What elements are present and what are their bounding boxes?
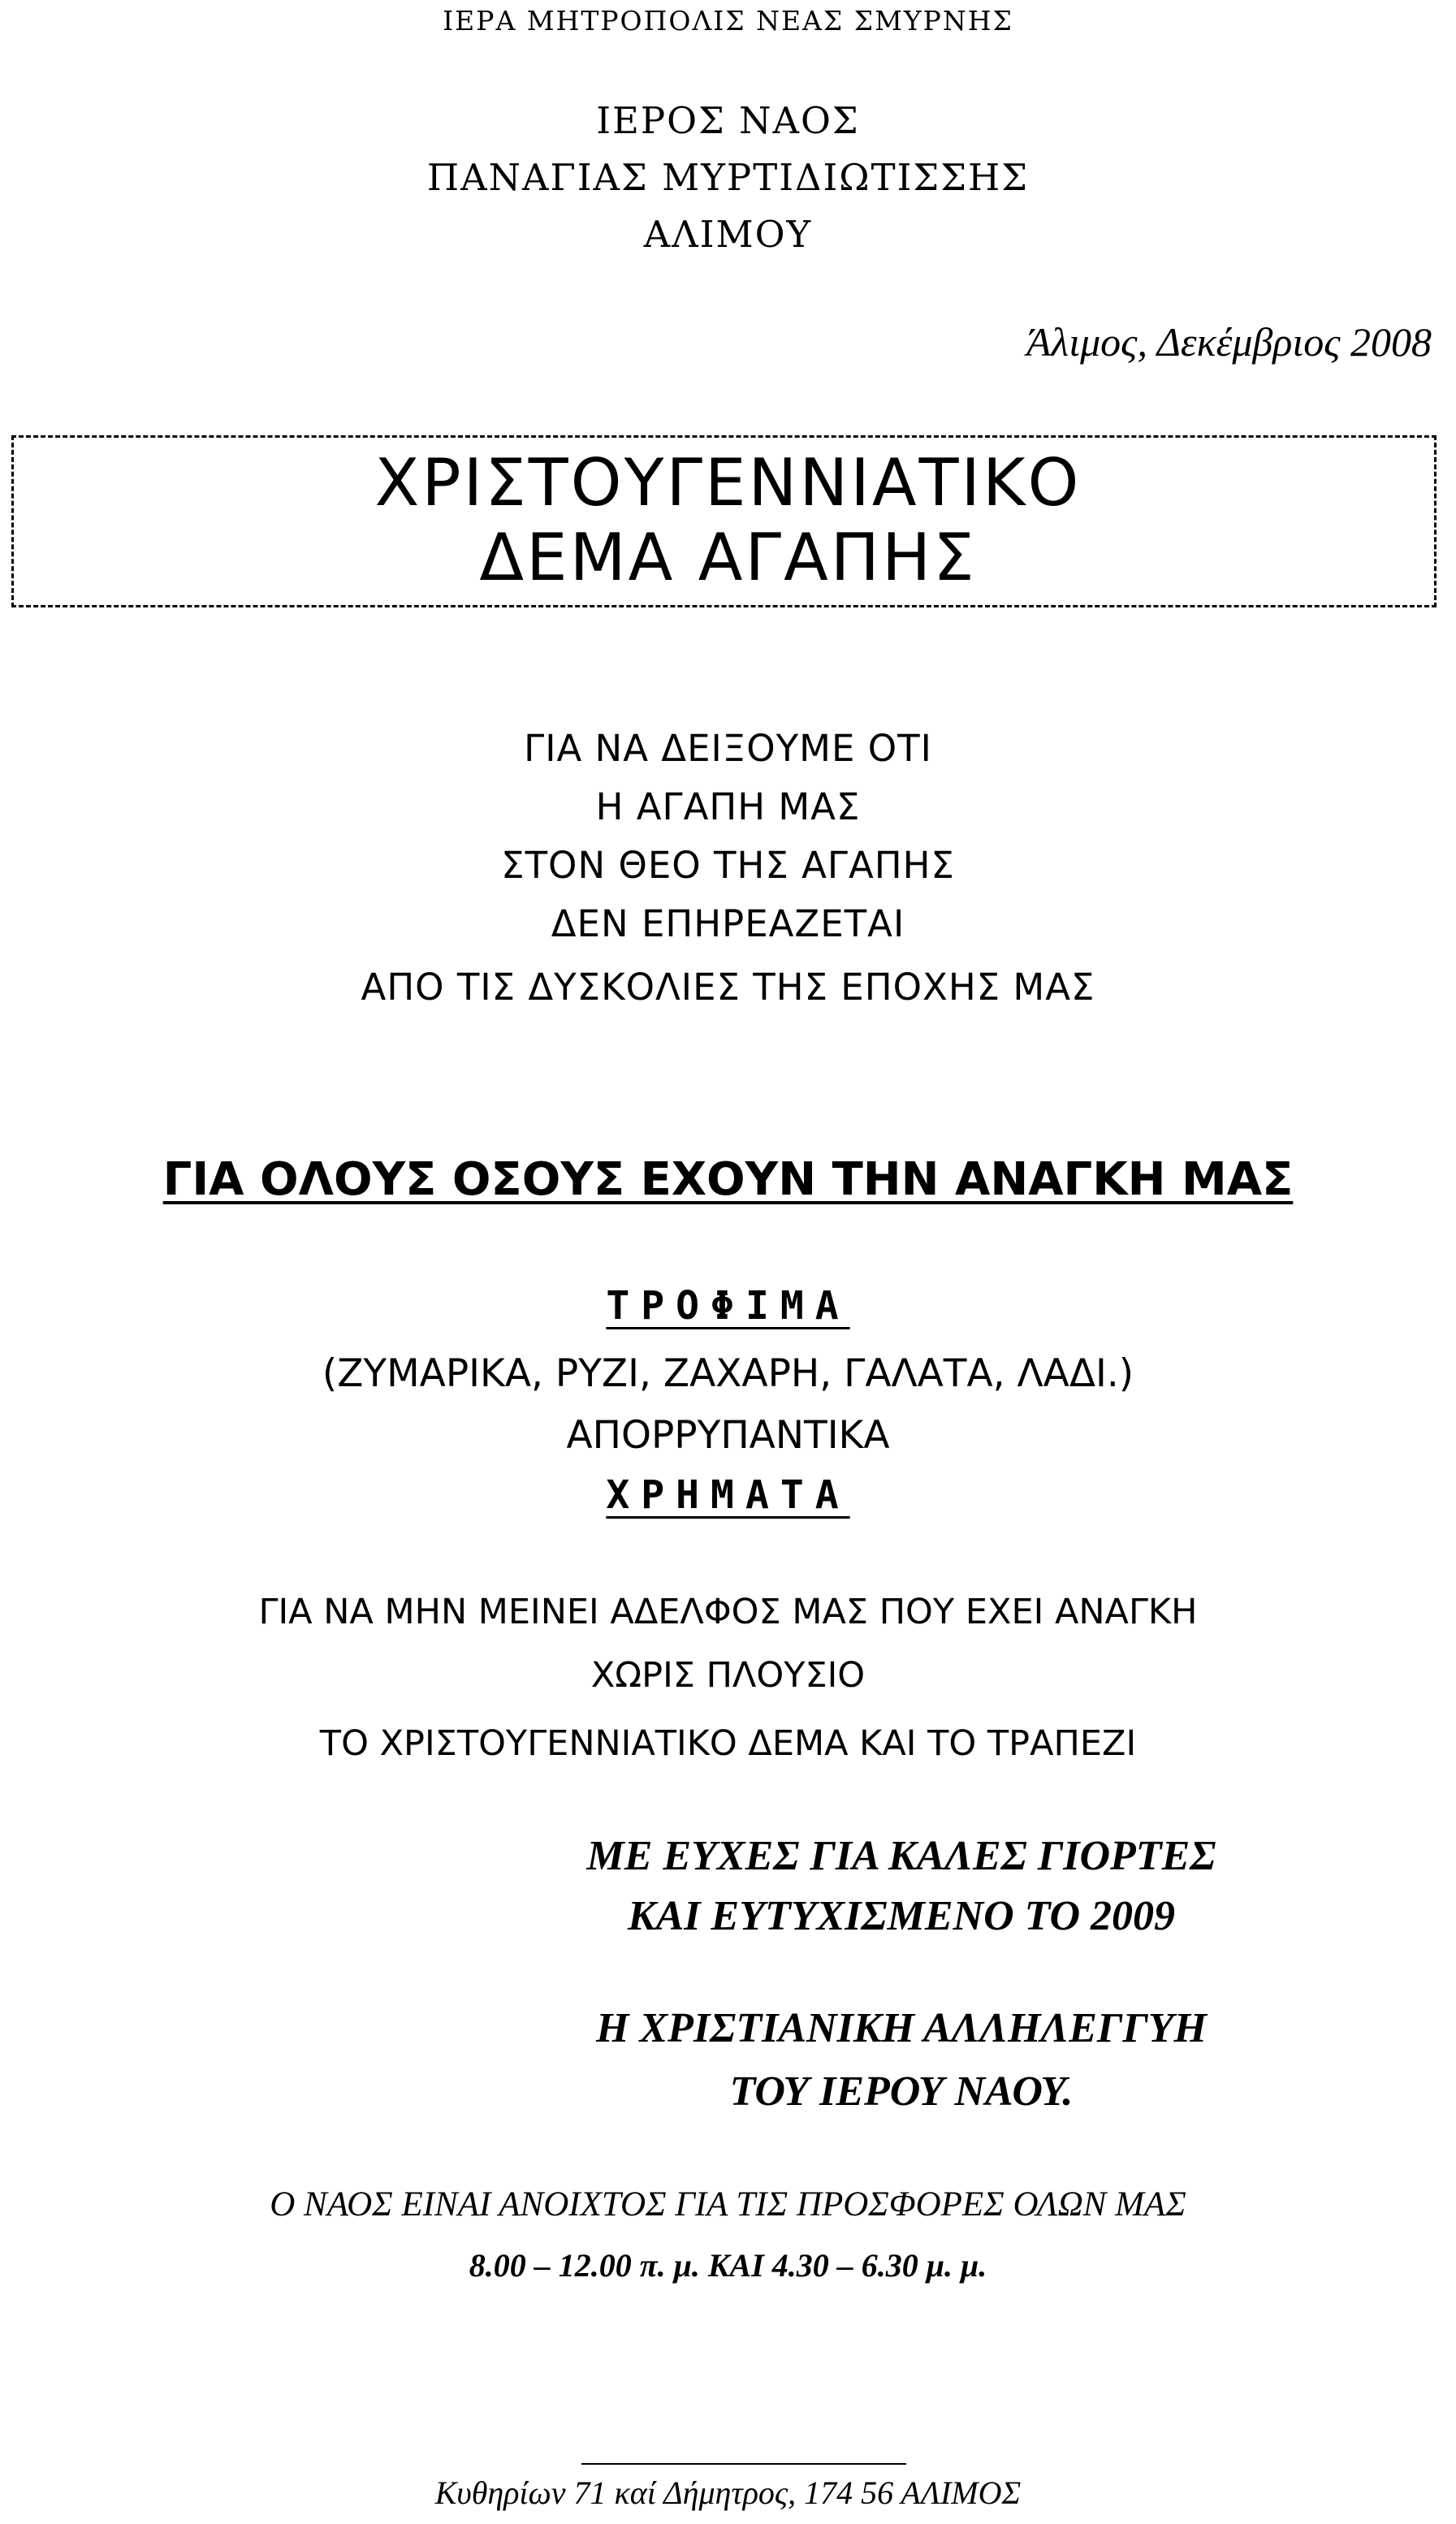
purpose-line-3: ΤΟ ΧΡΙΣΤΟΥΓΕΝΝΙΑΤΙΚΟ ΔΕΜΑ ΚΑΙ ΤΟ ΤΡΑΠΕΖΙ (319, 1723, 1137, 1764)
church-open-note: Ο ΝΑΟΣ ΕΙΝΑΙ ΑΝΟΙΧΤΟΣ ΓΙΑ ΤΙΣ ΠΡΟΣΦΟΡΕΣ ΟΛΩΝ ΜΑΣ (270, 2185, 1186, 2224)
church-line-3: ΑΛΙΜΟΥ (643, 213, 813, 256)
purpose-line-2: ΧΩΡΙΣ ΠΛΟΥΣΙΟ (590, 1655, 866, 1696)
detergents-line: ΑΠΟΡΡΥΠΑΝΤΙΚΑ (566, 1413, 890, 1458)
opening-hours: 8.00 – 12.00 π. μ. ΚΑΙ 4.30 – 6.30 μ. μ. (469, 2247, 987, 2284)
intro-line-3: ΣΤΟΝ ΘΕΟ ΤΗΣ ΑΓΑΠΗΣ (501, 844, 955, 887)
document-date: Άλιμος, Δεκέμβριος 2008 (1026, 319, 1432, 365)
church-address: Κυθηρίων 71 καί Δήμητρος, 174 56 ΑΛΙΜΟΣ (434, 2474, 1022, 2511)
intro-line-2: Η ΑΓΑΠΗ ΜΑΣ (595, 785, 861, 828)
church-line-2: ΠΑΝΑΓΙΑΣ ΜΥΡΤΙΔΙΩΤΙΣΣΗΣ (426, 156, 1030, 199)
title-line-1: ΧΡΙΣΤΟΥΓΕΝΝΙΑΤΙΚΟ (374, 445, 1082, 521)
wish-line-2: ΚΑΙ ΕΥΤΥΧΙΣΜΕΝΟ ΤΟ 2009 (627, 1893, 1176, 1939)
purpose-line-1: ΓΙΑ ΝΑ ΜΗΝ ΜΕΙΝΕΙ ΑΔΕΛΦΟΣ ΜΑΣ ΠΟΥ ΕΧΕΙ ΑΝΑΓΚΗ (258, 1592, 1198, 1632)
intro-line-1: ΓΙΑ ΝΑ ΔΕΙΞΟΥΜΕ ΟΤΙ (524, 727, 932, 770)
signature-line-1: Η ΧΡΙΣΤΙΑΝΙΚΗ ΑΛΛΗΛΕΓΓΥΗ (596, 2005, 1207, 2051)
intro-line-5: ΑΠΟ ΤΙΣ ΔΥΣΚΟΛΙΕΣ ΤΗΣ ΕΠΟΧΗΣ ΜΑΣ (361, 966, 1095, 1009)
metropolis-name: ΙΕΡΑ ΜΗΤΡΟΠΟΛΙΣ ΝΕΑΣ ΣΜΥΡΝΗΣ (443, 5, 1013, 37)
for-all-heading: ΓΙΑ ΟΛΟΥΣ ΟΣΟΥΣ ΕΧΟΥΝ ΤΗΝ ΑΝΑΓΚΗ ΜΑΣ (162, 1153, 1294, 1206)
intro-line-4: ΔΕΝ ΕΠΗΡΕΑΖΕΤΑΙ (551, 902, 905, 945)
food-heading: ΤΡΟΦΙΜΑ (606, 1283, 850, 1329)
footer-divider (581, 2463, 906, 2465)
money-heading: ΧΡΗΜΑΤΑ (606, 1472, 850, 1518)
signature-line-2: ΤΟΥ ΙΕΡΟΥ ΝΑΟΥ. (729, 2068, 1074, 2115)
title-line-2: ΔΕΜΑ ΑΓΑΠΗΣ (479, 520, 977, 595)
church-line-1: ΙΕΡΟΣ ΝΑΟΣ (596, 99, 860, 142)
wish-line-1: ΜΕ ΕΥΧΕΣ ΓΙΑ ΚΑΛΕΣ ΓΙΟΡΤΕΣ (586, 1833, 1216, 1879)
food-items: (ΖΥΜΑΡΙΚΑ, ΡΥΖΙ, ΖΑΧΑΡΗ, ΓΑΛΑΤΑ, ΛΑΔΙ.) (322, 1351, 1134, 1396)
